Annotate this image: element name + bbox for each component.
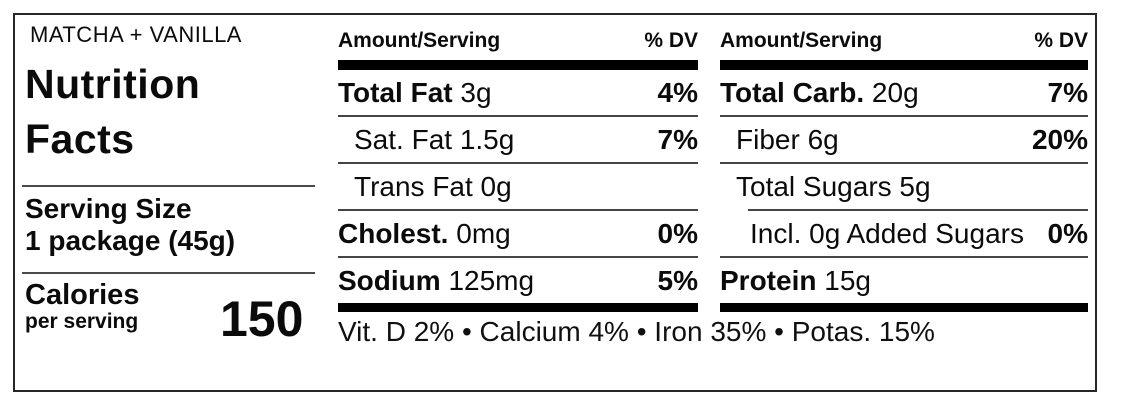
- label-title: [25, 57, 200, 167]
- left-divider-1: [22, 185, 315, 187]
- dv-value: 7%: [657, 123, 698, 155]
- header-amount-label: Amount/Serving: [338, 29, 501, 52]
- thick-divider-bar: [720, 303, 1088, 312]
- label-title-line2: Facts: [25, 116, 135, 162]
- nutrient-row-total-fat: [338, 70, 698, 115]
- nutrient-row-trans-fat: [338, 164, 698, 209]
- nutrient-column-fat-sodium: [338, 26, 698, 312]
- nutrient-row-fiber: [720, 117, 1088, 162]
- nutrient-name: Total Carb. 20g: [720, 76, 919, 108]
- dv-value: 5%: [657, 264, 698, 296]
- dv-value: 20%: [1031, 123, 1088, 155]
- nutrient-name: Total Fat 3g: [338, 76, 492, 108]
- serving-size-value: 1 package (45g): [25, 225, 236, 256]
- left-divider-2: [22, 272, 315, 274]
- nutrient-name: Protein 15g: [720, 264, 871, 296]
- column-header: [338, 26, 698, 60]
- nutrient-row-total-sugars: [720, 164, 1088, 209]
- nutrient-name: Total Sugars 5g: [736, 170, 931, 202]
- column-header: [720, 26, 1088, 60]
- nutrient-name: Fiber 6g: [736, 123, 839, 155]
- header-dv-label: % DV: [644, 29, 698, 52]
- nutrient-row-cholesterol: [338, 211, 698, 256]
- nutrient-name: Trans Fat 0g: [354, 170, 512, 202]
- nutrient-name: Incl. 0g Added Sugars: [750, 217, 1024, 249]
- calories-subheading: per serving: [25, 310, 139, 333]
- calories-value: 150: [220, 291, 304, 347]
- nutrient-row-added-sugars: [720, 211, 1088, 256]
- dv-value: 0%: [1047, 217, 1088, 249]
- header-dv-label: % DV: [1034, 29, 1088, 52]
- thick-divider-bar: [338, 303, 698, 312]
- thick-divider-bar: [338, 60, 698, 70]
- nutrient-row-total-carb: [720, 70, 1088, 115]
- serving-size-block: [25, 193, 235, 257]
- micronutrients-footer: Vit. D 2% • Calcium 4% • Iron 35% • Potas. 15%: [338, 316, 935, 347]
- nutrient-row-sodium: [338, 258, 698, 303]
- nutrient-name: Sodium 125mg: [338, 264, 535, 296]
- nutrient-row-protein: [720, 258, 1088, 303]
- nutrient-column-carb-protein: [720, 26, 1088, 312]
- dv-value: 7%: [1047, 76, 1088, 108]
- nutrient-name: Cholest. 0mg: [338, 217, 511, 249]
- header-amount-label: Amount/Serving: [720, 29, 883, 52]
- serving-size-heading: Serving Size: [25, 193, 192, 224]
- label-title-line1: Nutrition: [25, 61, 201, 107]
- dv-value: 4%: [657, 76, 698, 108]
- nutrient-name: Sat. Fat 1.5g: [354, 123, 515, 155]
- thick-divider-bar: [720, 60, 1088, 70]
- nutrient-row-sat-fat: [338, 117, 698, 162]
- calories-heading: Calories: [25, 279, 140, 311]
- brand-name: MATCHA + VANILLA: [30, 22, 242, 47]
- dv-value: 0%: [657, 217, 698, 249]
